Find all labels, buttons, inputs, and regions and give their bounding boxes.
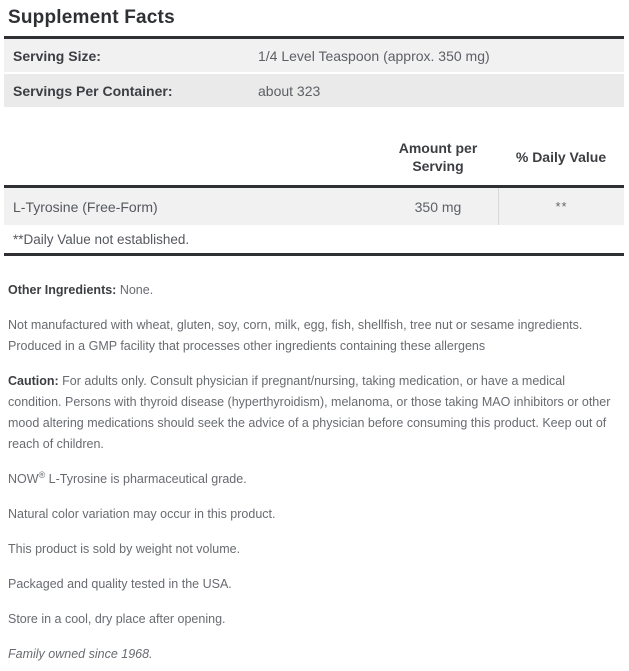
brand-note bbox=[8, 469, 620, 490]
allergen-note: Not manufactured with wheat, gluten, soy, corn, milk, egg, fish, shellfish, tree nut or sesame ingredients. Produced in a GMP facility that processes other ingredients containing these allergens bbox=[8, 318, 583, 353]
note-sold-by-weight: This product is sold by weight not volume. bbox=[8, 542, 241, 556]
page-title: Supplement Facts bbox=[8, 7, 175, 28]
family-owned-tagline: Family owned since 1968. bbox=[8, 647, 153, 661]
serving-size-row bbox=[4, 39, 624, 72]
amount-per-serving-column-header: Amount per Serving bbox=[398, 140, 478, 174]
ingredient-daily-value: ** bbox=[498, 188, 624, 225]
serving-size-label: Serving Size: bbox=[13, 47, 101, 64]
caution-paragraph bbox=[8, 371, 620, 455]
table-row bbox=[4, 188, 624, 225]
servings-per-container-value: about 323 bbox=[258, 82, 321, 99]
brand-name: NOW bbox=[8, 472, 39, 486]
caution-text: For adults only. Consult physician if pregnant/nursing, taking medication, or have a medical condition. Persons with thyroid disease (hyperthyroidism), melanoma, or those taking MAO inhibitors or other mood altering medications should seek the advice of a physician before consuming this product. Keep out of reach of children. bbox=[8, 374, 611, 451]
supplement-facts-panel bbox=[0, 6, 629, 665]
note-color-variation: Natural color variation may occur in this product. bbox=[8, 507, 276, 521]
other-ingredients-line bbox=[8, 280, 620, 301]
serving-info-table bbox=[4, 39, 624, 107]
nutrient-table bbox=[4, 139, 624, 256]
other-ingredients-value: None. bbox=[119, 283, 154, 297]
ingredient-amount: 350 mg bbox=[414, 198, 462, 215]
daily-value-column-header: % Daily Value bbox=[515, 149, 607, 165]
info-text-block bbox=[4, 280, 624, 665]
registered-trademark-symbol: ® bbox=[38, 469, 46, 480]
divider-bottom bbox=[4, 253, 624, 256]
daily-value-footnote: **Daily Value not established. bbox=[4, 225, 624, 253]
nutrient-table-header bbox=[4, 139, 624, 185]
caution-label: Caution: bbox=[8, 374, 59, 388]
ingredient-name: L-Tyrosine (Free-Form) bbox=[13, 198, 158, 215]
note-storage: Store in a cool, dry place after opening. bbox=[8, 612, 226, 626]
brand-note-text: L-Tyrosine is pharmaceutical grade. bbox=[45, 472, 247, 486]
note-packaged-usa: Packaged and quality tested in the USA. bbox=[8, 577, 232, 591]
serving-size-value: 1/4 Level Teaspoon (approx. 350 mg) bbox=[258, 47, 490, 64]
servings-per-container-row bbox=[4, 74, 624, 107]
servings-per-container-label: Servings Per Container: bbox=[13, 82, 173, 99]
other-ingredients-label: Other Ingredients: bbox=[8, 283, 117, 297]
